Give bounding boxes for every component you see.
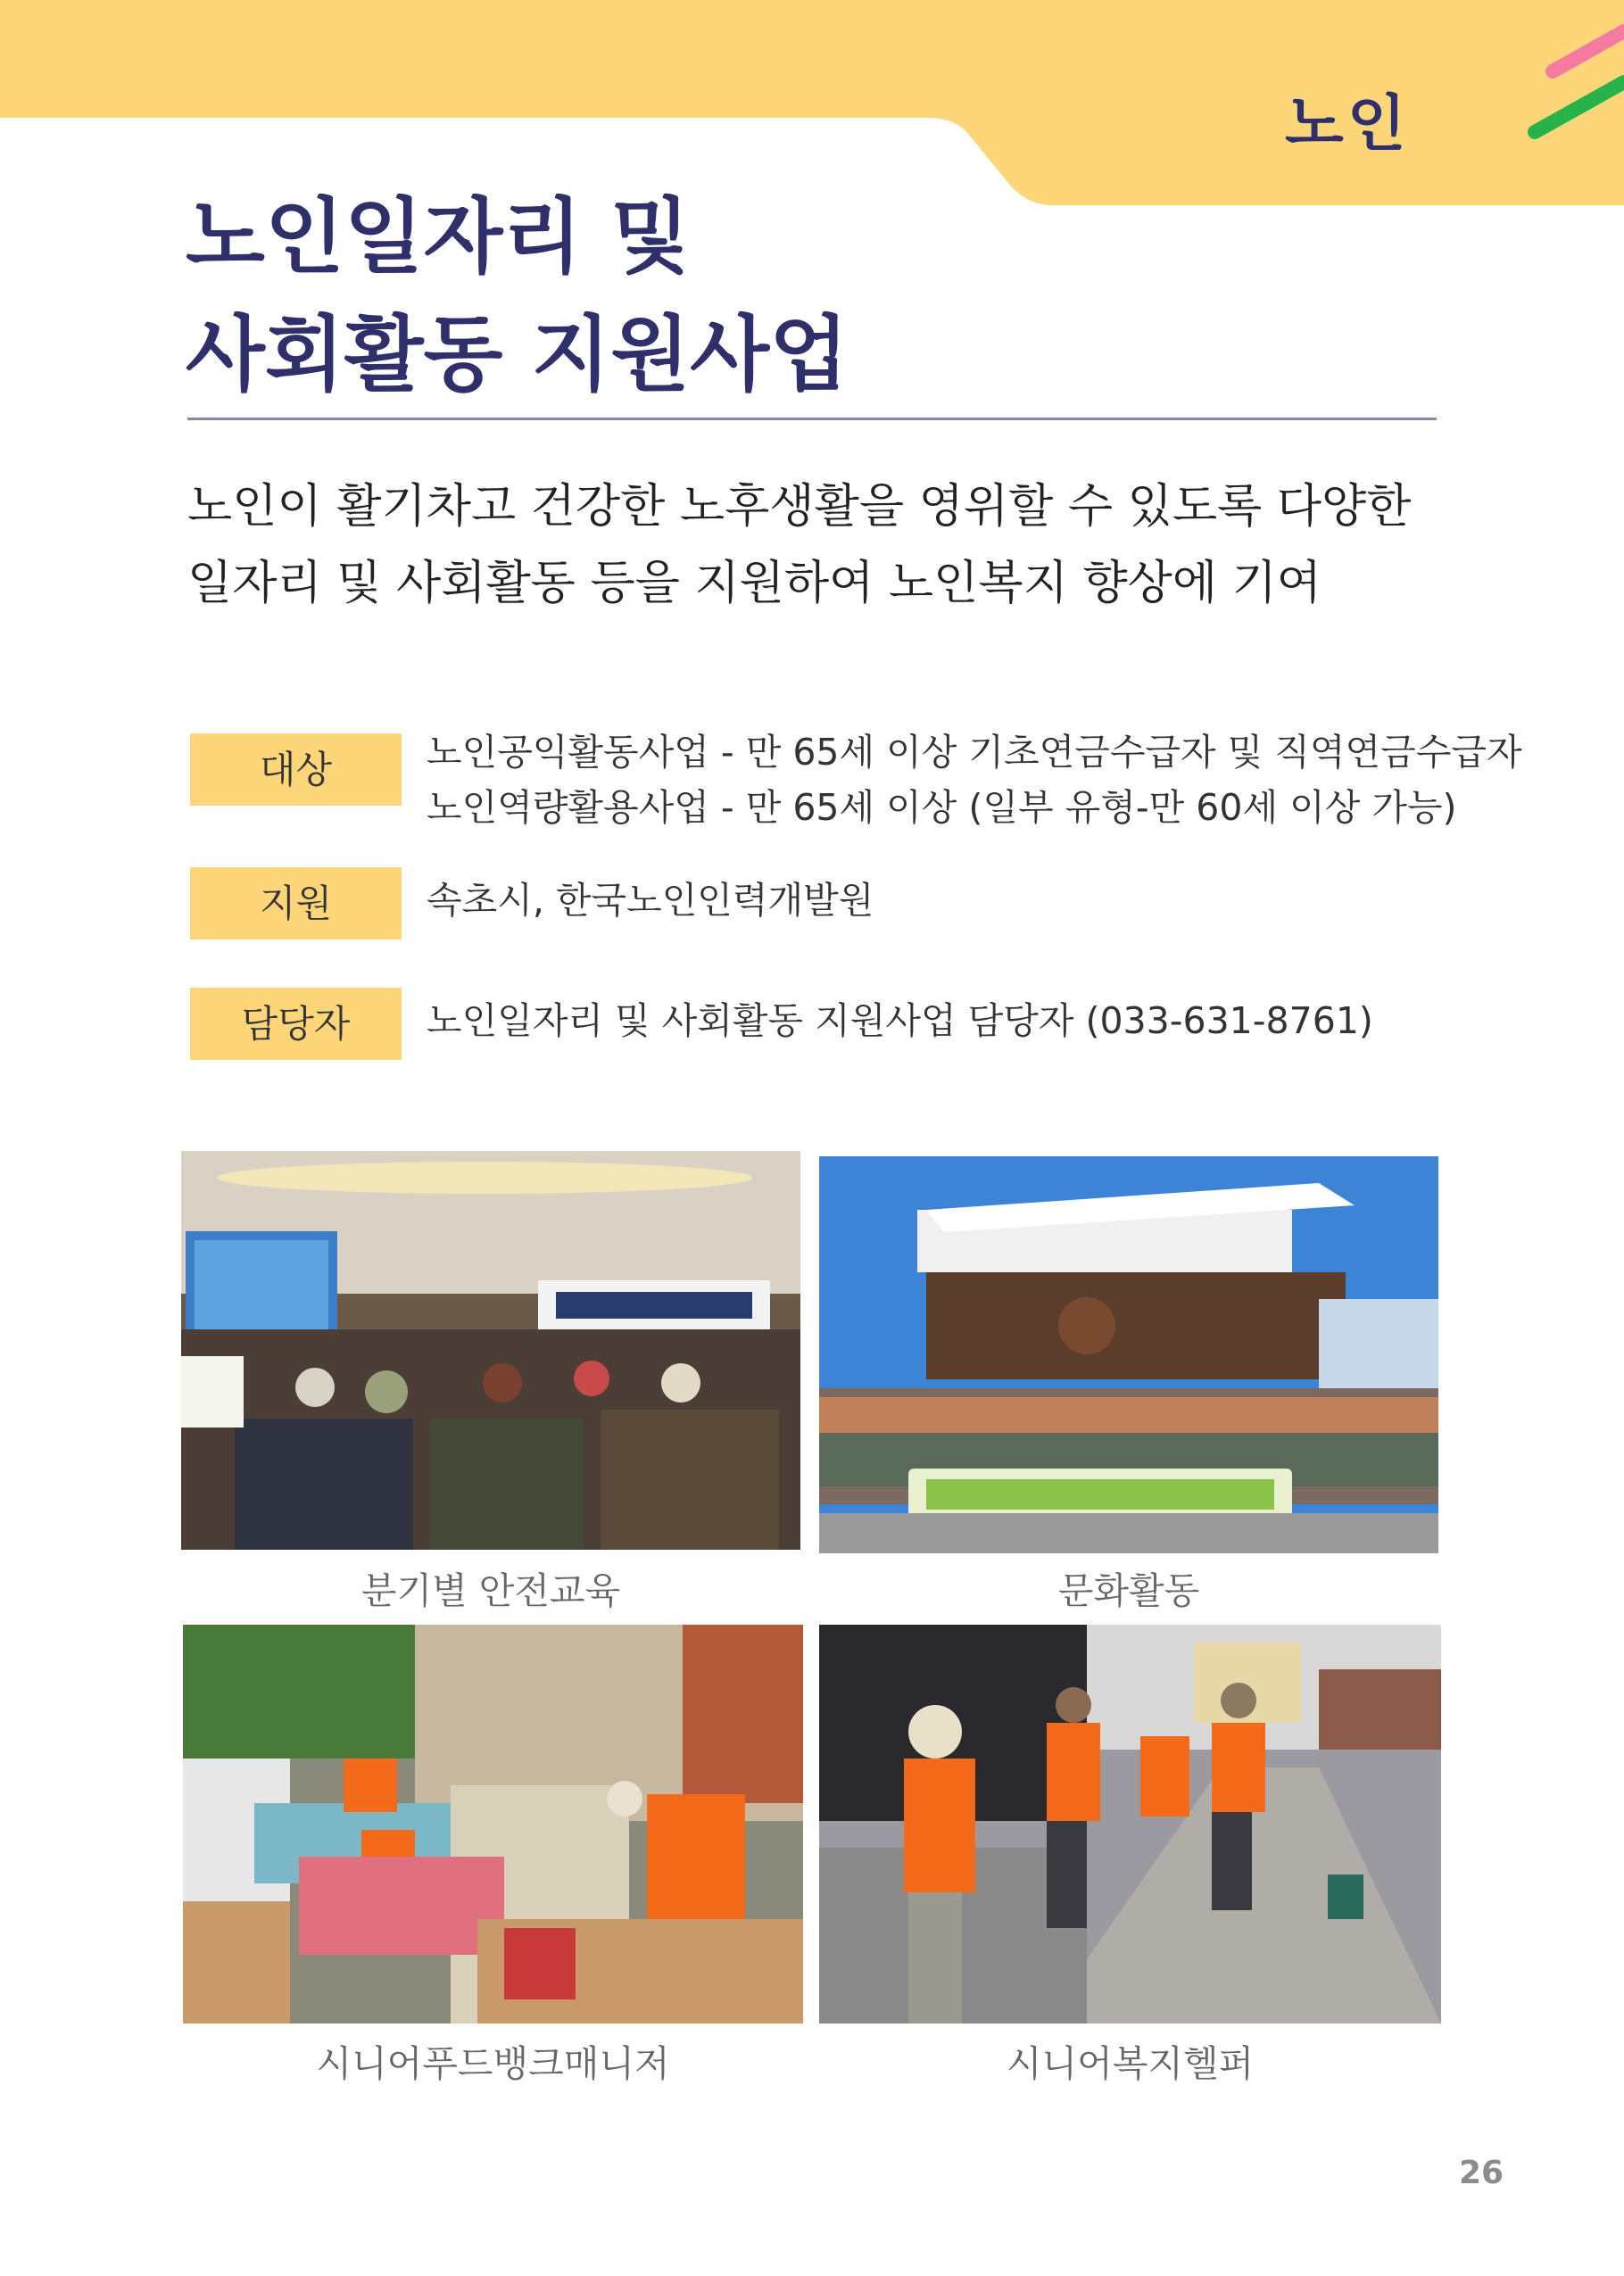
page-title-line2: 사회활동 지원사업: [186, 307, 849, 402]
photo-caption-welfare-helper: 시니어복지헬퍼: [1006, 2042, 1255, 2085]
info-value-contact: 노인일자리 및 사회활동 지원사업 담당자 (033-631-8761): [427, 999, 1373, 1042]
photo-safety-education: [181, 1151, 800, 1550]
info-label-support: 지원: [190, 867, 402, 939]
title-divider: [187, 418, 1437, 420]
info-target-line1: 노인공익활동사업 - 만 65세 이상 기초연금수급자 및 직역연금수급자: [427, 731, 1522, 774]
info-value-support: 속초시, 한국노인인력개발원: [427, 879, 874, 922]
page-number: 26: [1458, 2155, 1504, 2191]
decorative-stripes: [1517, 0, 1624, 152]
info-value-target: [427, 724, 1522, 835]
info-label-contact: 담당자: [190, 988, 402, 1060]
page-title-line1: 노인일자리 및: [186, 189, 691, 285]
intro-text: [187, 468, 1526, 622]
photo-cultural-activity: [819, 1156, 1438, 1553]
photo-caption-safety-education: 분기별 안전교육: [360, 1569, 621, 1612]
photo-welfare-helper: [819, 1625, 1441, 2024]
section-tag: 노인: [1285, 89, 1410, 160]
intro-line1: 노인이 활기차고 건강한 노후생활을 영위할 수 있도록 다양한: [187, 480, 1412, 534]
info-label-target: 대상: [190, 733, 402, 806]
photo-food-bank-manager: [183, 1625, 803, 2024]
photo-caption-food-bank-manager: 시니어푸드뱅크매니저: [316, 2042, 670, 2085]
intro-line2: 일자리 및 사회활동 등을 지원하여 노인복지 향상에 기여: [187, 557, 1322, 610]
photo-caption-cultural-activity: 문화활동: [1057, 1569, 1200, 1612]
info-target-line2: 노인역량활용사업 - 만 65세 이상 (일부 유형-만 60세 이상 가능): [427, 786, 1457, 829]
page-title: [186, 178, 1167, 414]
